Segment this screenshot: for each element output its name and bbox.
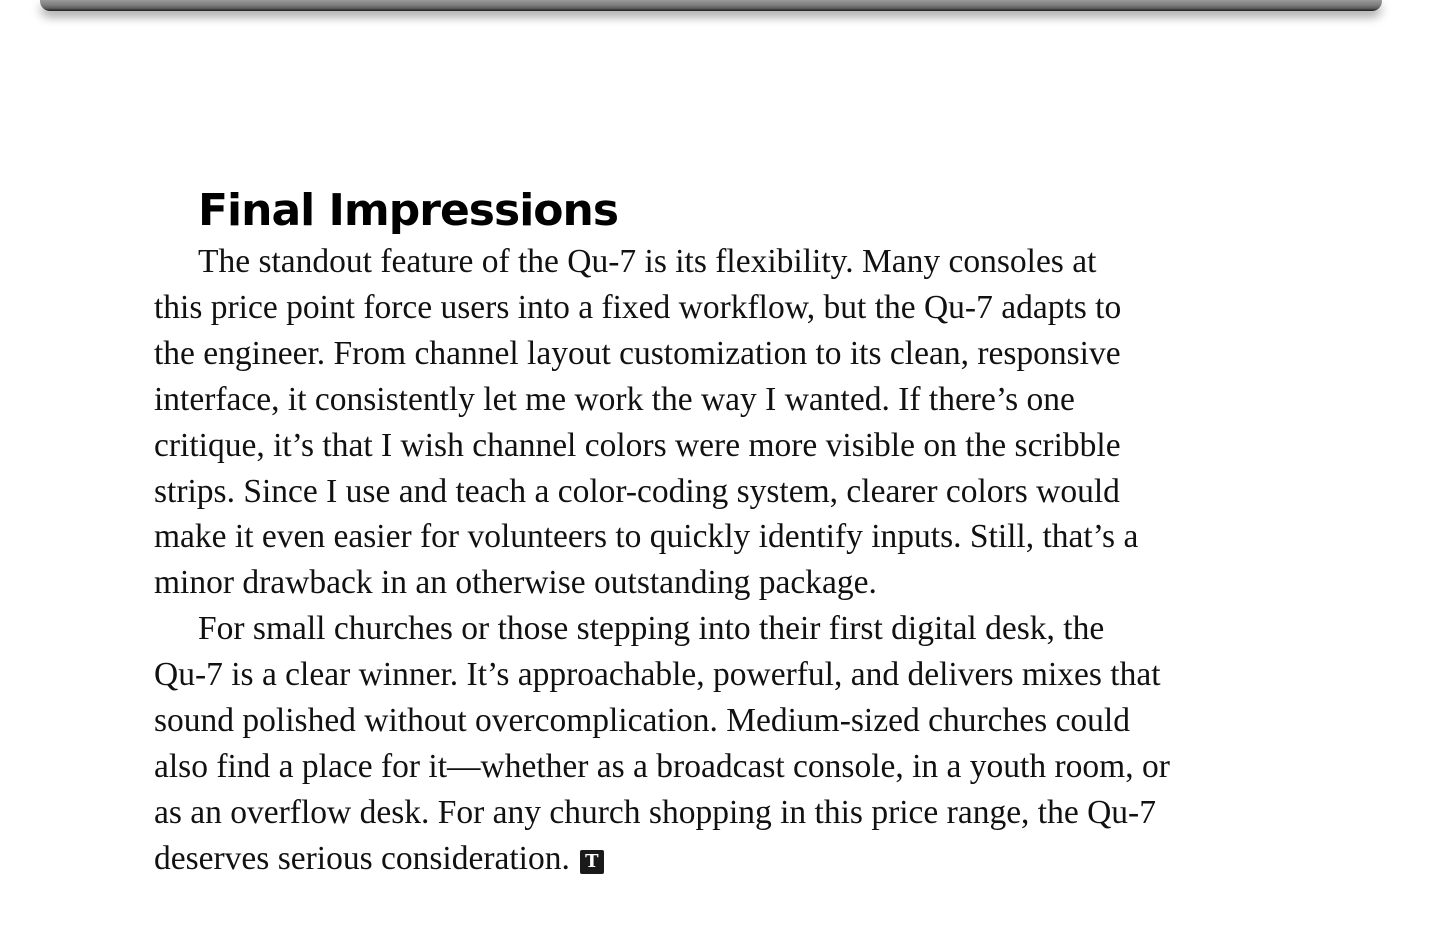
paragraph-1-text: The standout feature of the Qu-7 is its flexibility. Many consoles at this price point force users into a fixed workflow, but the Qu-7 adapts to the engineer. From channel layout customization to its clean, responsive interface, it consistently let me work the way I wanted. If there’s one critique, it’s that I wish channel colors were more visible on the scribble strips. Since I use and teach a color-coding system, clearer colors would make it even easier for volunteers to quickly identify inputs. Still, that’s a minor drawback in an otherwise outstanding package. bbox=[154, 243, 1139, 602]
paragraph-1 bbox=[154, 239, 1304, 606]
paragraph-2-text: For small churches or those stepping into their first digital desk, the Qu-7 is a clear winner. It’s approachable, powerful, and delivers mixes that sound polished without overcomplication. Medium-sized churches could also find a place for it—whether as a broadcast console, in a youth room, or as an overflow desk. For any church shopping in this price range, the Qu-7 deserves serious consideration. bbox=[154, 610, 1170, 877]
article bbox=[154, 183, 1304, 882]
section-heading: Final Impressions bbox=[198, 185, 619, 236]
paragraph-2 bbox=[154, 606, 1304, 881]
device-edge bbox=[40, 0, 1382, 11]
end-of-article-icon: T bbox=[580, 850, 604, 874]
